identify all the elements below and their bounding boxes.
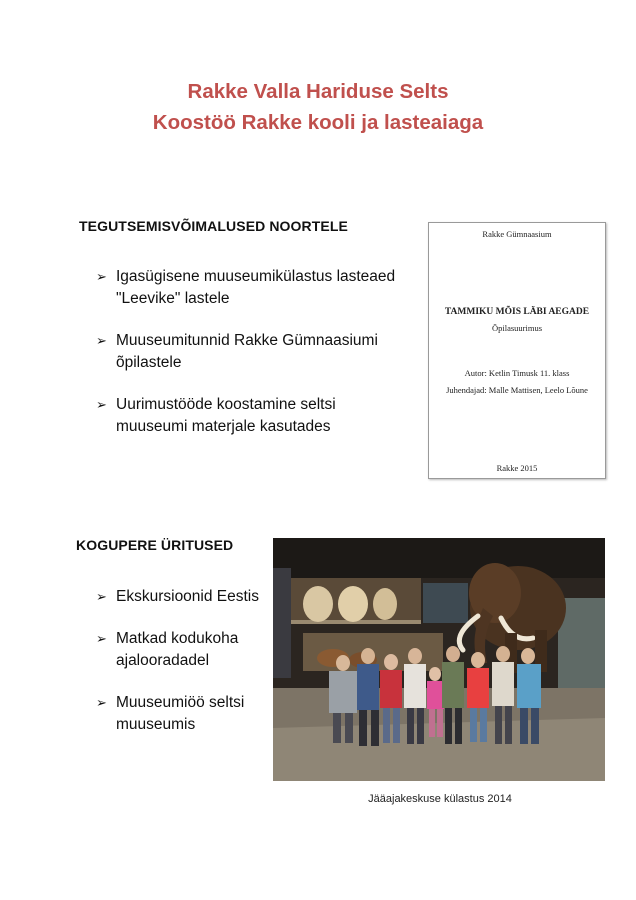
list-item [96,394,406,438]
thesis-place-year: Rakke 2015 [496,463,538,473]
list-item-text: Ekskursioonid Eestis [116,588,260,605]
thesis-cover-image [428,222,606,479]
list-item [96,692,276,736]
list-item-text: Uurimustööde koostamine seltsi muuseumi materjale kasutades [116,396,336,435]
arrow-bullet-icon: ➢ [96,631,107,646]
community-section-heading: KOGUPERE ÜRITUSED [76,537,234,553]
arrow-bullet-icon: ➢ [96,589,107,604]
youth-activities-list [96,266,406,458]
photo-caption: Jääajakeskuse külastus 2014 [368,793,512,805]
thesis-school: Rakke Gümnaasium [482,229,552,239]
thesis-author: Autor: Ketlin Timusk 11. klass [464,368,570,378]
arrow-bullet-icon: ➢ [96,269,107,284]
thesis-supervisors: Juhendajad: Malle Mattisen, Leelo Lõune [446,385,588,395]
list-item-text: Muuseumitunnid Rakke Gümnaasiumi õpilastele [116,332,378,371]
arrow-bullet-icon: ➢ [96,695,107,710]
list-item [96,586,276,608]
youth-section-heading: TEGUTSEMISVÕIMALUSED NOORTELE [79,218,348,234]
title-line-1: Rakke Valla Hariduse Selts [187,80,449,103]
title-line-2: Koostöö Rakke kooli ja lasteaiaga [152,111,484,134]
list-item [96,266,406,310]
list-item [96,330,406,374]
list-item-text: Matkad kodukoha ajalooradadel [116,630,239,669]
community-events-list [96,586,276,756]
thesis-type: Õpilasuurimus [491,323,543,333]
thesis-title: TAMMIKU MÕIS LÄBI AEGADE [444,307,590,317]
arrow-bullet-icon: ➢ [96,333,107,348]
list-item-text: Muuseumiöö seltsi muuseumis [116,694,245,733]
arrow-bullet-icon: ➢ [96,397,107,412]
page-title [0,76,636,138]
list-item-text: Igasügisene muuseumikülastus lasteaed "Leevike" lastele [116,268,396,307]
ice-age-centre-group-photo [273,538,605,781]
list-item [96,628,276,672]
